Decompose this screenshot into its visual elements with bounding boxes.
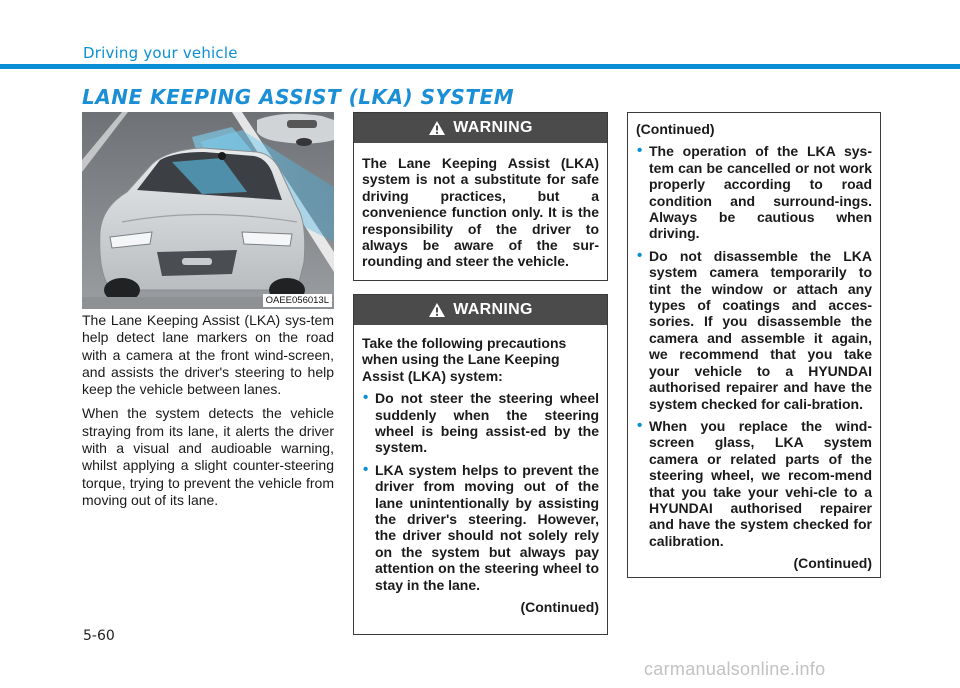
warning-triangle-icon (428, 302, 446, 318)
figure-code: OAEE056013L (263, 294, 332, 307)
bullet-icon: • (363, 389, 369, 407)
watermark: carmanualsonline.info (644, 659, 826, 679)
car-camera-icon (82, 112, 334, 309)
body-paragraph: When the system detects the vehicle straying from its lane, it alerts the driver with a visual and audioable warning, whilst applying a slight counter-steering torque, trying to prevent the vehicle from moving out of its lane. (82, 405, 334, 508)
list-item (636, 143, 872, 241)
continued-box (627, 112, 881, 578)
continued-label: (Continued) (793, 555, 872, 572)
header-rule (0, 64, 960, 69)
warning-triangle-icon (428, 120, 446, 136)
bullet-text: When you replace the wind-screen glass, LKA system camera or related parts of the steering wheel, we recom-mend that you take your vehi-cle to a HYUNDAI authorised repairer and have the system checked for calibration. (649, 417, 872, 549)
continued-label: (Continued) (520, 599, 599, 616)
page-title: LANE KEEPING ASSIST (LKA) SYSTEM (82, 85, 515, 109)
bullet-icon: • (363, 460, 369, 478)
bullet-text: Do not disassemble the LKA system camera temporarily to tint the window or attach any types of coatings and acces-sories. If you disassemble the camera and assemble it again, we recommend that you take your vehicle to a HYUNDAI authorised repairer and have the system checked for cali-bration. (649, 247, 872, 412)
bullet-text: Do not steer the steering wheel suddenly when the steering wheel is being assist-ed by the system. (375, 390, 599, 456)
warning-header (354, 295, 607, 325)
warning-box-1 (353, 112, 608, 281)
lka-car-illustration (82, 112, 334, 309)
warning-box-2 (353, 294, 608, 635)
body-paragraph: The Lane Keeping Assist (LKA) sys-tem help detect lane markers on the road with a camera at the front wind-screen, and assists the driver's steering to help keep the vehicle between lanes. (82, 312, 334, 398)
bullet-icon: • (637, 142, 643, 160)
warning-header (354, 113, 607, 143)
body-text (82, 312, 334, 516)
bullet-icon: • (637, 416, 643, 434)
warning-title: WARNING (453, 119, 533, 136)
warning-title: WARNING (453, 301, 533, 318)
warning-intro: Take the following precautions when using the Lane Keeping Assist (LKA) system: (362, 335, 567, 384)
page-number: 5-60 (83, 628, 115, 644)
bullet-icon: • (637, 246, 643, 264)
continued-bullet-list (636, 143, 872, 549)
list-item (636, 248, 872, 412)
warning-bullet-list (362, 390, 599, 593)
bullet-text: The operation of the LKA sys-tem can be cancelled or not work properly according to road condition and surround-ings. Always be cautious when driving. (649, 143, 872, 242)
list-item (362, 390, 599, 456)
list-item (362, 462, 599, 593)
list-item (636, 418, 872, 549)
warning-text: The Lane Keeping Assist (LKA) system is not a substitute for safe driving practices, but a convenience function only. It is the responsibility of the driver to always be aware of the sur-rounding and steer the vehicle. (362, 155, 599, 270)
bullet-text: LKA system helps to prevent the driver from moving out of the lane unintentionally by assisting the driver's steering. However, the driver should not solely rely on the system but always pay attention on the steering wheel to stay in the lane. (375, 461, 599, 593)
continued-heading: (Continued) (636, 121, 715, 137)
section-label: Driving your vehicle (83, 44, 238, 62)
